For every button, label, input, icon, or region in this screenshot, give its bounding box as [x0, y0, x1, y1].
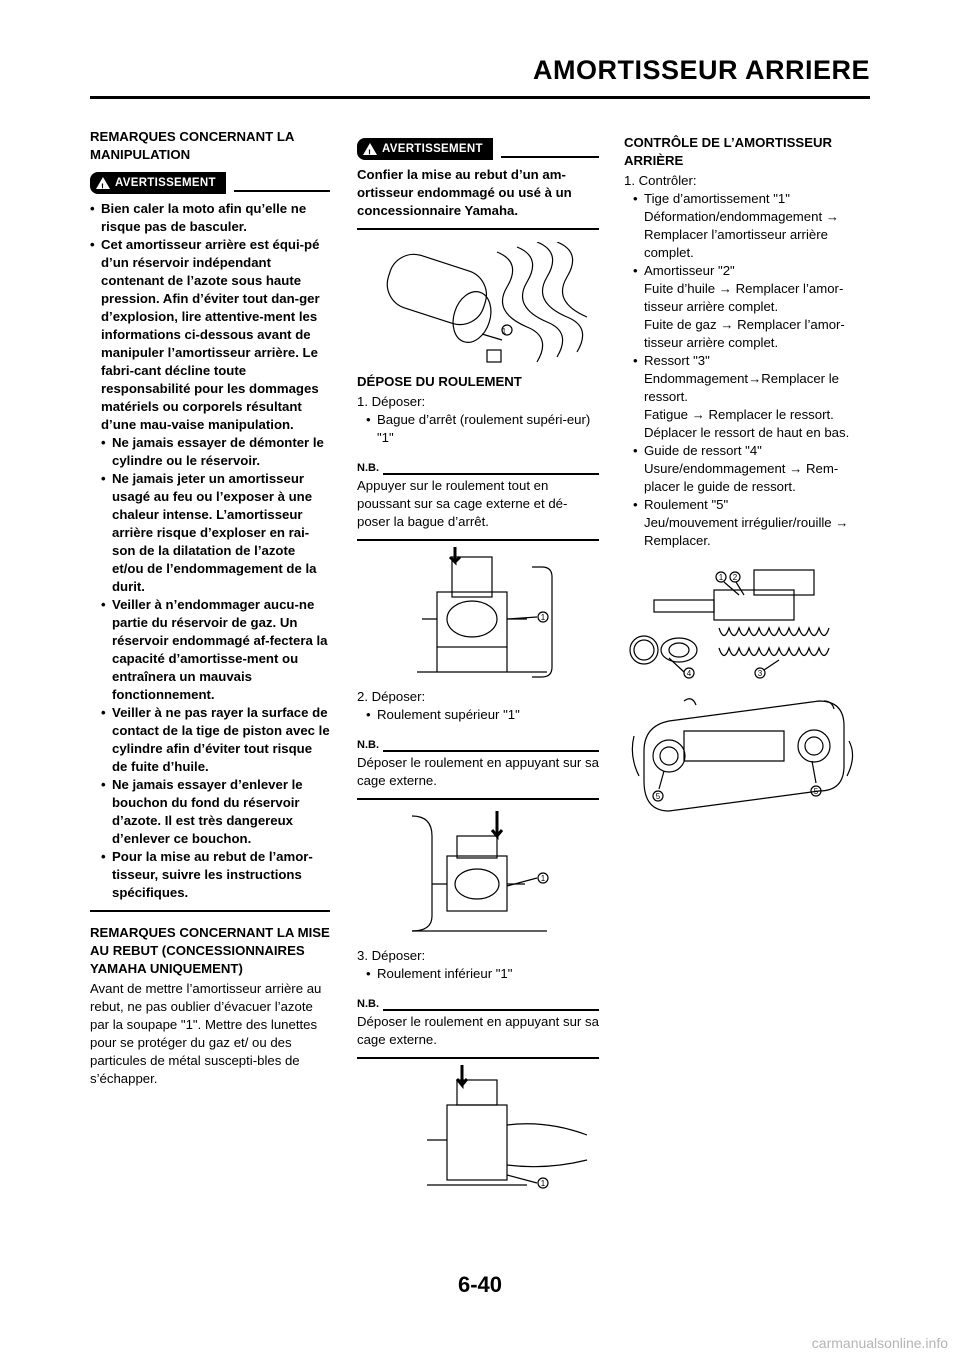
page-title: AMORTISSEUR ARRIERE	[532, 55, 870, 85]
figure-callout: 4	[686, 669, 692, 678]
list-item: • Veiller à ne pas rayer la surface de contact de la tige de piston avec le cylindre afin d’éviter tout risque de fuite d’huile.	[101, 704, 330, 776]
header-rule	[90, 96, 870, 99]
warning-header	[357, 138, 599, 160]
item-detail: Endommagement→Remplacer le ressort.	[644, 371, 839, 404]
list-item	[633, 496, 872, 550]
list-item: • Veiller à n’endommager aucu-ne partie du réservoir de gaz. Un réservoir endommagé af-fectera la capacité d’amortisse-ment ou entraînera un mauvais fonctionnement.	[101, 596, 330, 704]
upper-bearing-removal-figure	[357, 806, 597, 941]
column-3	[624, 128, 872, 822]
figure-callout: 5	[655, 792, 661, 801]
item-detail: Usure/endommagement → Rem-placer le guide de ressort.	[644, 461, 839, 494]
section-title-disposal: REMARQUES CONCERNANT LA MISE AU REBUT (CONCESSIONNAIRES YAMAHA UNIQUEMENT)	[90, 925, 330, 976]
item-name: Ressort "3"	[644, 353, 710, 368]
shock-parts-figure	[624, 560, 864, 685]
shock-disposal-figure	[357, 242, 597, 367]
figure-callout: 5	[813, 787, 819, 796]
figure-callout: 1	[540, 613, 546, 622]
section-title-inspection: CONTRÔLE DE L’AMORTISSEUR ARRIÈRE	[624, 135, 833, 168]
figure-callout: 3	[757, 669, 763, 678]
figure-callout: 1	[718, 573, 724, 582]
list-item: • Bien caler la moto afin qu’elle ne risque pas de basculer.	[90, 200, 330, 236]
list-item	[633, 442, 872, 496]
item-detail: Déplacer le ressort de haut en bas.	[644, 425, 850, 440]
item-name: Roulement "5"	[644, 497, 729, 512]
item-name: Guide de ressort "4"	[644, 443, 762, 458]
note-end-rule	[357, 539, 599, 541]
note-text: Déposer le roulement en appuyant sur sa cage externe.	[357, 1014, 599, 1047]
note-block	[357, 459, 599, 541]
list-item: • Ne jamais jeter un amortisseur usagé au feu ou l’exposer à une chaleur intense. L’amortisseur arrière risque d’exploser en rai-son de la dilatation de l’azote et/ou de l’endommagement de la durit.	[101, 470, 330, 596]
step-2: 2. Déposer:	[357, 689, 426, 704]
warning-icon	[96, 177, 110, 189]
warning-badge	[90, 172, 226, 194]
inspection-step: 1. Contrôler:	[624, 173, 697, 188]
note-block	[357, 995, 599, 1059]
column-1	[90, 128, 330, 1088]
item-detail: Fuite d’huile → Remplacer l’amor-tisseur arrière complet.	[644, 281, 844, 314]
warning-list	[90, 200, 330, 434]
list-item: • Ne jamais essayer de démonter le cylindre ou le réservoir.	[101, 434, 330, 470]
step-1: 1. Déposer:	[357, 394, 426, 409]
item-name: Amortisseur "2"	[644, 263, 735, 278]
note-text: Appuyer sur le roulement tout en poussant sur sa cage externe et dé-poser la bague d’arrêt.	[357, 478, 568, 529]
list-item: • Pour la mise au rebut de l’amor-tisseur, suivre les instructions spécifiques.	[101, 848, 330, 902]
column-2	[357, 128, 599, 1201]
step-1-list	[357, 411, 599, 447]
warning-rule	[501, 156, 599, 158]
page-number: 6-40	[457, 1272, 503, 1297]
item-name: Tige d’amortissement "1"	[644, 191, 790, 206]
section-title-bearing-removal: DÉPOSE DU ROULEMENT	[357, 374, 522, 389]
figure-callout: 1	[540, 1179, 546, 1188]
step-3-list	[357, 965, 599, 983]
list-item: • Bague d’arrêt (roulement supéri-eur) "1"	[366, 411, 599, 447]
list-item: • Roulement inférieur "1"	[366, 965, 599, 983]
list-item: • Roulement supérieur "1"	[366, 706, 599, 724]
note-end-rule	[357, 1057, 599, 1059]
figure-callout: 1	[540, 874, 546, 883]
warning-badge	[357, 138, 493, 160]
item-detail: Jeu/mouvement irrégulier/rouille → Remplacer.	[644, 515, 849, 548]
section-title-manipulation: REMARQUES CONCERNANT LA MANIPULATION	[90, 129, 294, 162]
watermark: carmanualsonline.info	[811, 1335, 948, 1351]
warning-rule	[234, 190, 330, 192]
figure-callout: 1	[501, 327, 507, 336]
disposal-text: Avant de mettre l’amortisseur arrière au rebut, ne pas oublier d’évacuer l’azote par la soupape "1". Mettre des lunettes pour se protéger du gaz et/ ou des particules de métal suscepti-bles de s’échapper.	[90, 981, 322, 1086]
warning-end-rule	[357, 228, 599, 230]
circlip-removal-figure	[357, 547, 597, 682]
list-item	[633, 190, 872, 262]
list-item	[633, 262, 872, 352]
bearing-check-figure	[624, 691, 864, 816]
note-label: N.B.	[357, 462, 379, 474]
list-item: • Cet amortisseur arrière est équi-pé d’un réservoir indépendant contenant de l’azote sous haute pression. Afin d’éviter tout dan-ger d’explosion, lire attentive-ment les informations ci-dessous avant de manipuler l’amortisseur arrière. Le fabri-cant décline toute responsabilité pour les dommages matériels ou corporels résultant d’une mau-vaise manipulation.	[90, 236, 330, 434]
note-end-rule	[357, 798, 599, 800]
step-3: 3. Déposer:	[357, 948, 426, 963]
warning-icon	[363, 143, 377, 155]
note-text: Déposer le roulement en appuyant sur sa cage externe.	[357, 755, 599, 788]
note-block	[357, 736, 599, 800]
warning-label: AVERTISSEMENT	[382, 143, 483, 155]
item-detail: Fatigue → Remplacer le ressort.	[644, 407, 834, 422]
list-item	[633, 352, 872, 442]
note-label: N.B.	[357, 739, 379, 751]
warning-end-rule	[90, 910, 330, 912]
item-detail: Déformation/endommagement → Remplacer l’amortisseur arrière complet.	[644, 209, 839, 260]
inspection-list	[624, 190, 872, 550]
item-detail: Fuite de gaz → Remplacer l’amor-tisseur arrière complet.	[644, 317, 845, 350]
warning-label: AVERTISSEMENT	[115, 177, 216, 189]
figure-callout: 2	[732, 573, 738, 582]
step-2-list	[357, 706, 599, 724]
note-label: N.B.	[357, 998, 379, 1010]
warning-header	[90, 172, 330, 194]
warning-text: Confier la mise au rebut d’un am-ortisseur endommagé ou usé à un concessionnaire Yamaha.	[357, 167, 572, 218]
warning-sublist	[90, 434, 330, 902]
lower-bearing-removal-figure	[357, 1065, 597, 1195]
list-item: • Ne jamais essayer d’enlever le bouchon du fond du réservoir d’azote. Il est très dangereux d’enlever ce bouchon.	[101, 776, 330, 848]
